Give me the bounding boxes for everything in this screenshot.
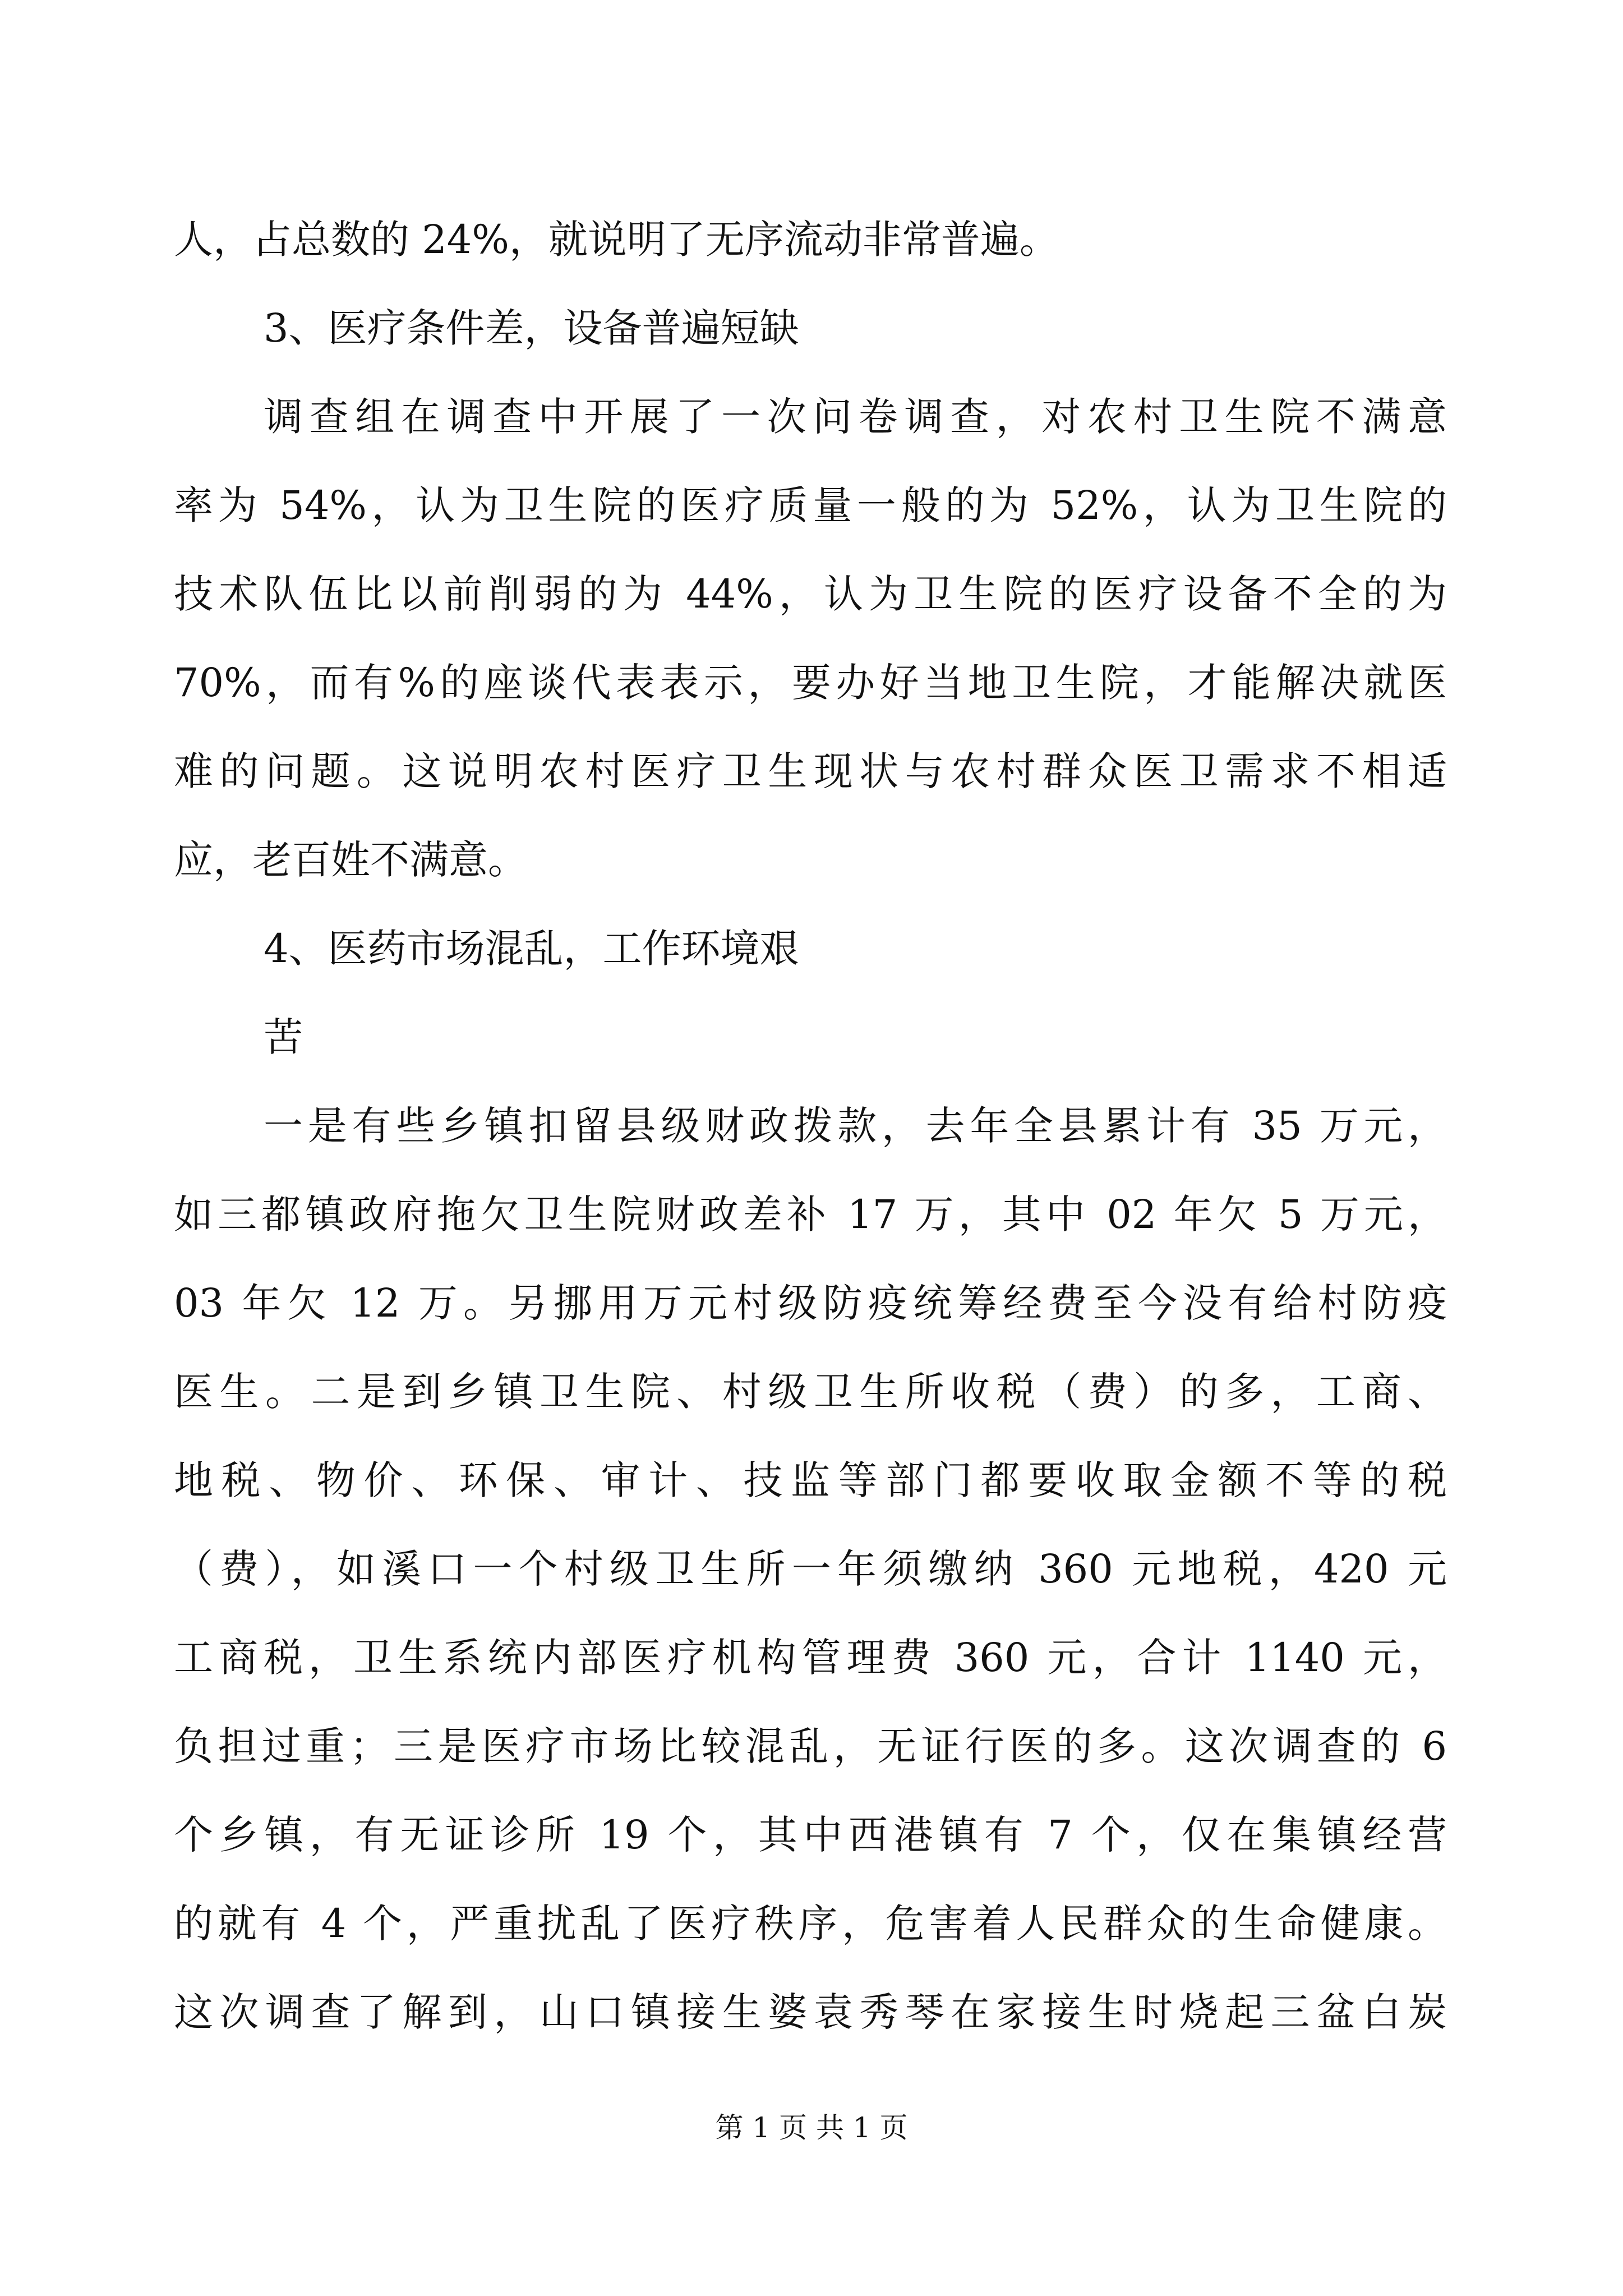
section-heading-continuation: 苦 (264, 1014, 303, 1060)
paragraph-line: 一是有些乡镇扣留县级财政拨款，去年全县累计有 35 万元， (264, 1103, 1447, 1149)
paragraph-line: 率为 54%，认为卫生院的医疗质量一般的为 52%，认为卫生院的 (174, 482, 1447, 528)
paragraph-line: 应，老百姓不满意。 (174, 837, 527, 883)
paragraph-line: 技术队伍比以前削弱的为 44%，认为卫生院的医疗设备不全的为 (174, 571, 1447, 617)
paragraph-line: 地税、物价、环保、审计、技监等部门都要收取金额不等的税 (174, 1457, 1447, 1503)
page-number-footer: 第 1 页 共 1 页 (715, 2111, 908, 2144)
paragraph-line: 70%，而有%的座谈代表表示，要办好当地卫生院，才能解决就医 (174, 660, 1447, 706)
paragraph-line: 难的问题。这说明农村医疗卫生现状与农村群众医卫需求不相适 (174, 748, 1447, 794)
section-heading: 3、医疗条件差，设备普遍短缺 (264, 305, 799, 351)
paragraph-line: 的就有 4 个，严重扰乱了医疗秩序，危害着人民群众的生命健康。 (174, 1901, 1447, 1947)
paragraph-line: 人，占总数的 24%，就说明了无序流动非常普遍。 (174, 217, 1059, 263)
paragraph-line: 03 年欠 12 万。另挪用万元村级防疫统筹经费至今没有给村防疫 (174, 1280, 1447, 1326)
paragraph-line: 如三都镇政府拖欠卫生院财政差补 17 万，其中 02 年欠 5 万元， (174, 1191, 1447, 1237)
section-heading: 4、医药市场混乱，工作环境艰 (264, 926, 799, 972)
paragraph-line: （费），如溪口一个村级卫生所一年须缴纳 360 元地税，420 元 (174, 1546, 1447, 1592)
paragraph-line: 负担过重；三是医疗市场比较混乱，无证行医的多。这次调查的 6 (174, 1723, 1447, 1769)
paragraph-line: 这次调查了解到，山口镇接生婆袁秀琴在家接生时烧起三盆白炭 (174, 1989, 1447, 2035)
paragraph-line: 医生。二是到乡镇卫生院、村级卫生所收税（费）的多，工商、 (174, 1369, 1447, 1415)
paragraph-line: 个乡镇，有无证诊所 19 个，其中西港镇有 7 个，仅在集镇经营 (174, 1812, 1447, 1858)
paragraph-line: 工商税，卫生系统内部医疗机构管理费 360 元，合计 1140 元， (174, 1635, 1447, 1681)
paragraph-line: 调查组在调查中开展了一次问卷调查，对农村卫生院不满意 (264, 394, 1447, 440)
